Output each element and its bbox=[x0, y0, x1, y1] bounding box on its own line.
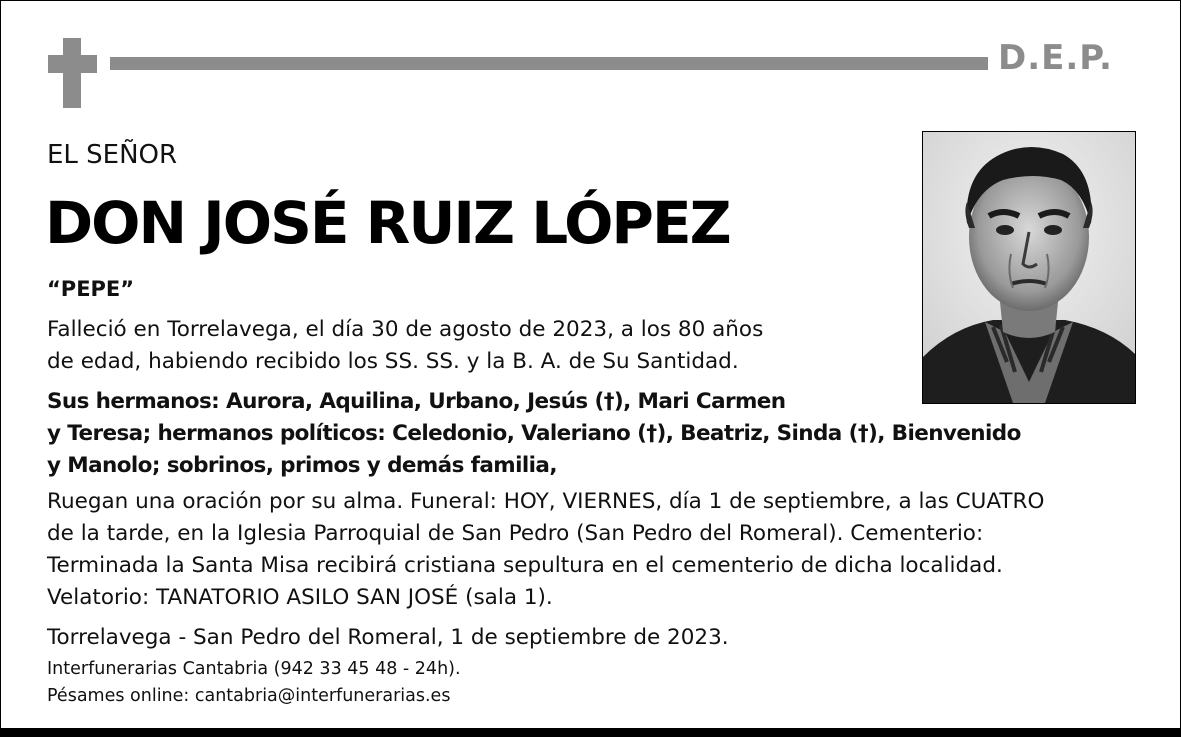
service-line: Terminada la Santa Misa recibirá cristiana sepultura en el cementerio de dicha localidad. bbox=[47, 553, 1003, 578]
funeral-home: Interfunerarias Cantabria (942 33 45 48 - 24h). bbox=[47, 659, 461, 679]
death-details bbox=[47, 314, 763, 378]
family-line: Sus hermanos: Aurora, Aquilina, Urbano, Jesús (†), Mari Carmen bbox=[47, 389, 786, 414]
service-line: Velatorio: TANATORIO ASILO SAN JOSÉ (sala 1). bbox=[47, 585, 553, 610]
honorific: EL SEÑOR bbox=[47, 140, 178, 170]
dep-label: D.E.P. bbox=[998, 38, 1113, 78]
service-details bbox=[47, 486, 1044, 614]
deceased-name: DON JOSÉ RUIZ LÓPEZ bbox=[45, 189, 730, 257]
family-block bbox=[47, 386, 1021, 482]
family-line: y Teresa; hermanos políticos: Celedonio, Valeriano (†), Beatriz, Sinda (†), Bienvenido bbox=[47, 421, 1021, 446]
death-line: Falleció en Torrelavega, el día 30 de agosto de 2023, a los 80 años bbox=[47, 317, 764, 342]
portrait-image bbox=[923, 132, 1135, 403]
family-line: y Manolo; sobrinos, primos y demás familia, bbox=[47, 453, 557, 478]
place-date: Torrelavega - San Pedro del Romeral, 1 de septiembre de 2023. bbox=[47, 625, 729, 650]
service-line: Ruegan una oración por su alma. Funeral: HOY, VIERNES, día 1 de septiembre, a las CUATRO bbox=[47, 489, 1045, 514]
service-line: de la tarde, en la Iglesia Parroquial de San Pedro (San Pedro del Romeral). Cementerio: bbox=[47, 521, 984, 546]
death-line: de edad, habiendo recibido los SS. SS. y la B. A. de Su Santidad. bbox=[47, 349, 739, 374]
bottom-border bbox=[0, 728, 1181, 737]
nickname: “PEPE” bbox=[47, 277, 135, 301]
header-rule bbox=[110, 57, 988, 70]
deceased-photo bbox=[922, 131, 1136, 404]
cross-icon bbox=[63, 38, 81, 108]
condolences-contact: Pésames online: cantabria@interfunerarias.es bbox=[47, 686, 451, 706]
cross-icon-crossbar bbox=[48, 55, 97, 73]
